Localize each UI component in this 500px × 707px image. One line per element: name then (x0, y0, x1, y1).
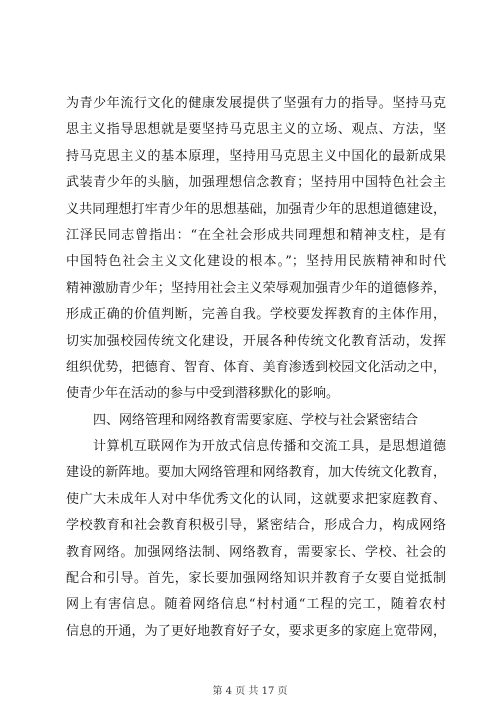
text-line: 组织优势，把德育、智育、体育、美育渗透到校园文化活动之中， (66, 359, 446, 375)
text-line: 精神激励青少年；坚持用社会主义荣辱观加强青少年的道德修养， (66, 280, 446, 296)
text-line: 江泽民同志曾指出：“在全社会形成共同理想和精神支柱，是有 (66, 227, 446, 243)
section-heading: 四、网络管理和网络教育需要家庭、学校与社会紧密结合 (93, 412, 419, 428)
text-line: 使广大未成年人对中华优秀文化的认同，这就要求把家庭教育、 (66, 491, 446, 507)
body-text (66, 91, 446, 645)
text-line: 武装青少年的头脑，加强理想信念教育；坚持用中国特色社会主 (66, 175, 446, 191)
text-line: 计算机互联网作为开放式信息传播和交流工具，是思想道德 (93, 439, 446, 455)
text-line: 中国特色社会主义文化建设的根本。”；坚持用民族精神和时代 (66, 254, 446, 270)
text-line: 使青少年在活动的参与中受到潜移默化的影响。 (66, 386, 340, 402)
text-line: 配合和引导。首先，家长要加强网络知识并教育子女要自觉抵制 (66, 571, 446, 587)
text-line: 形成正确的价值判断，完善自我。学校要发挥教育的主体作用， (66, 307, 446, 323)
page-footer: 第 4 页 共 17 页 (212, 686, 288, 697)
text-line: 网上有害信息。随着网络信息“村村通“工程的完工，随着农村 (66, 597, 446, 613)
text-line: 教育网络。加强网络法制、网络教育，需要家长、学校、社会的 (66, 544, 446, 560)
text-line: 为青少年流行文化的健康发展提供了坚强有力的指导。坚持马克 (66, 96, 446, 111)
text-line: 持马克思主义的基本原理，坚持用马克思主义中国化的最新成果 (66, 148, 446, 164)
text-line: 思主义指导思想就是要坚持马克思主义的立场、观点、方法，坚 (66, 122, 446, 138)
text-line: 建设的新阵地。要加大网络管理和网络教育，加大传统文化教育， (66, 465, 446, 481)
text-line: 切实加强校园传统文化建设，开展各种传统文化教育活动，发挥 (66, 333, 446, 349)
text-line: 义共同理想打牢青少年的思想基础，加强青少年的思想道德建设， (66, 201, 446, 217)
text-line: 学校教育和社会教育积极引导，紧密结合，形成合力，构成网络 (66, 518, 446, 534)
text-line: 信息的开通，为了更好地教育好子女，要求更多的家庭上宽带网， (66, 623, 446, 639)
